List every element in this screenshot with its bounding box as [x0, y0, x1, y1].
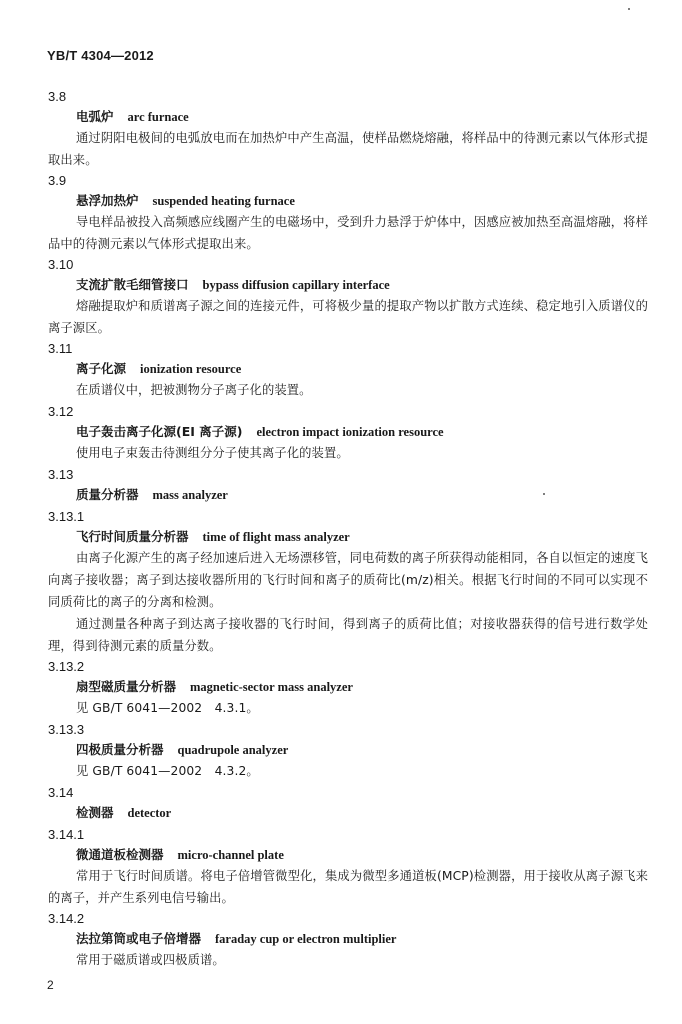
term-definition: 常用于磁质谱或四极质谱。	[76, 953, 225, 967]
term-heading	[76, 679, 353, 695]
clause-number: 3.12	[48, 404, 74, 419]
clause-number: 3.14.1	[48, 827, 85, 842]
term-definition: 见 GB/T 6041—2002 4.3.2。	[76, 764, 259, 778]
term-english: bypass diffusion capillary interface	[202, 278, 390, 292]
term-chinese: 微通道板检测器	[76, 847, 164, 862]
clause-number: 3.14	[48, 785, 74, 800]
term-definition-continued: 通过测量各种离子到达离子接收器的飞行时间，得到离子的质荷比值；对接收器获得的信号进行数学处理，得到待测元素的质量分数。	[48, 617, 648, 653]
clause-number: 3.13	[48, 467, 74, 482]
term-heading	[76, 931, 396, 947]
term-chinese: 法拉第筒或电子倍增器	[76, 931, 202, 946]
term-heading	[76, 109, 189, 125]
term-heading	[76, 847, 284, 863]
term-heading	[76, 529, 350, 545]
term-definition: 在质谱仪中，把被测物分子离子化的装置。	[76, 383, 312, 397]
term-english: quadrupole analyzer	[177, 743, 289, 757]
term-english: suspended heating furnace	[152, 194, 295, 208]
document-code: YB/T 4304—2012	[47, 48, 154, 63]
term-chinese: 扇型磁质量分析器	[76, 679, 177, 694]
clause-number: 3.13.2	[48, 659, 85, 674]
term-heading	[76, 424, 444, 440]
term-chinese: 质量分析器	[76, 487, 139, 502]
term-definition: 见 GB/T 6041—2002 4.3.1。	[76, 701, 259, 715]
term-chinese: 悬浮加热炉	[76, 193, 139, 208]
term-definition: 常用于飞行时间质谱。将电子倍增管微型化，集成为微型多通道板(MCP)检测器，用于接收从离子源飞来的离子，并产生系列电信号输出。	[48, 869, 648, 905]
term-english: magnetic-sector mass analyzer	[190, 680, 353, 694]
term-heading	[76, 487, 228, 503]
term-english: mass analyzer	[152, 488, 228, 502]
term-chinese: 飞行时间质量分析器	[76, 529, 189, 544]
clause-number: 3.10	[48, 257, 74, 272]
page-number: 2	[47, 978, 54, 992]
term-heading	[76, 193, 295, 209]
term-english: ionization resource	[140, 362, 242, 376]
clause-number: 3.13.3	[48, 722, 85, 737]
clause-number: 3.9	[48, 173, 67, 188]
term-english: detector	[127, 806, 172, 820]
term-english: time of flight mass analyzer	[202, 530, 350, 544]
term-chinese: 检测器	[76, 805, 114, 820]
term-english: micro-channel plate	[177, 848, 284, 862]
term-chinese: 四极质量分析器	[76, 742, 164, 757]
term-heading	[76, 277, 390, 293]
term-chinese: 离子化源	[76, 361, 127, 376]
clause-number: 3.14.2	[48, 911, 85, 926]
term-english: arc furnace	[127, 110, 189, 124]
term-english: faraday cup or electron multiplier	[215, 932, 397, 946]
clause-number: 3.11	[48, 341, 73, 356]
term-chinese: 电弧炉	[76, 109, 114, 124]
scan-speck	[628, 8, 630, 10]
scan-speck	[543, 493, 545, 495]
term-heading	[76, 742, 288, 758]
term-definition: 熔融提取炉和质谱离子源之间的连接元件，可将极少量的提取产物以扩散方式连续、稳定地引入质谱仪的离子源区。	[48, 299, 648, 335]
term-chinese: 电子轰击离子化源(EI 离子源)	[76, 424, 243, 439]
term-definition: 由离子化源产生的离子经加速后进入无场漂移管，同电荷数的离子所获得动能相同，各自以恒定的速度飞向离子接收器；离子到达接收器所用的飞行时间和离子的质荷比(m/z)相关。根据飞行时间的不同可以实现不同质荷比的离子的分离和检测。	[48, 551, 648, 609]
term-heading	[76, 805, 171, 821]
term-heading	[76, 361, 241, 377]
term-chinese: 支流扩散毛细管接口	[76, 277, 189, 292]
term-english: electron impact ionization resource	[256, 425, 444, 439]
term-definition: 使用电子束轰击待测组分分子使其离子化的装置。	[76, 446, 349, 460]
term-definition: 导电样品被投入高频感应线圈产生的电磁场中，受到升力悬浮于炉体中，因感应被加热至高温熔融，将样品中的待测元素以气体形式提取出来。	[48, 215, 648, 251]
clause-number: 3.8	[48, 89, 67, 104]
clause-number: 3.13.1	[48, 509, 85, 524]
term-definition: 通过阴阳电极间的电弧放电而在加热炉中产生高温，使样品燃烧熔融，将样品中的待测元素以气体形式提取出来。	[48, 131, 648, 167]
